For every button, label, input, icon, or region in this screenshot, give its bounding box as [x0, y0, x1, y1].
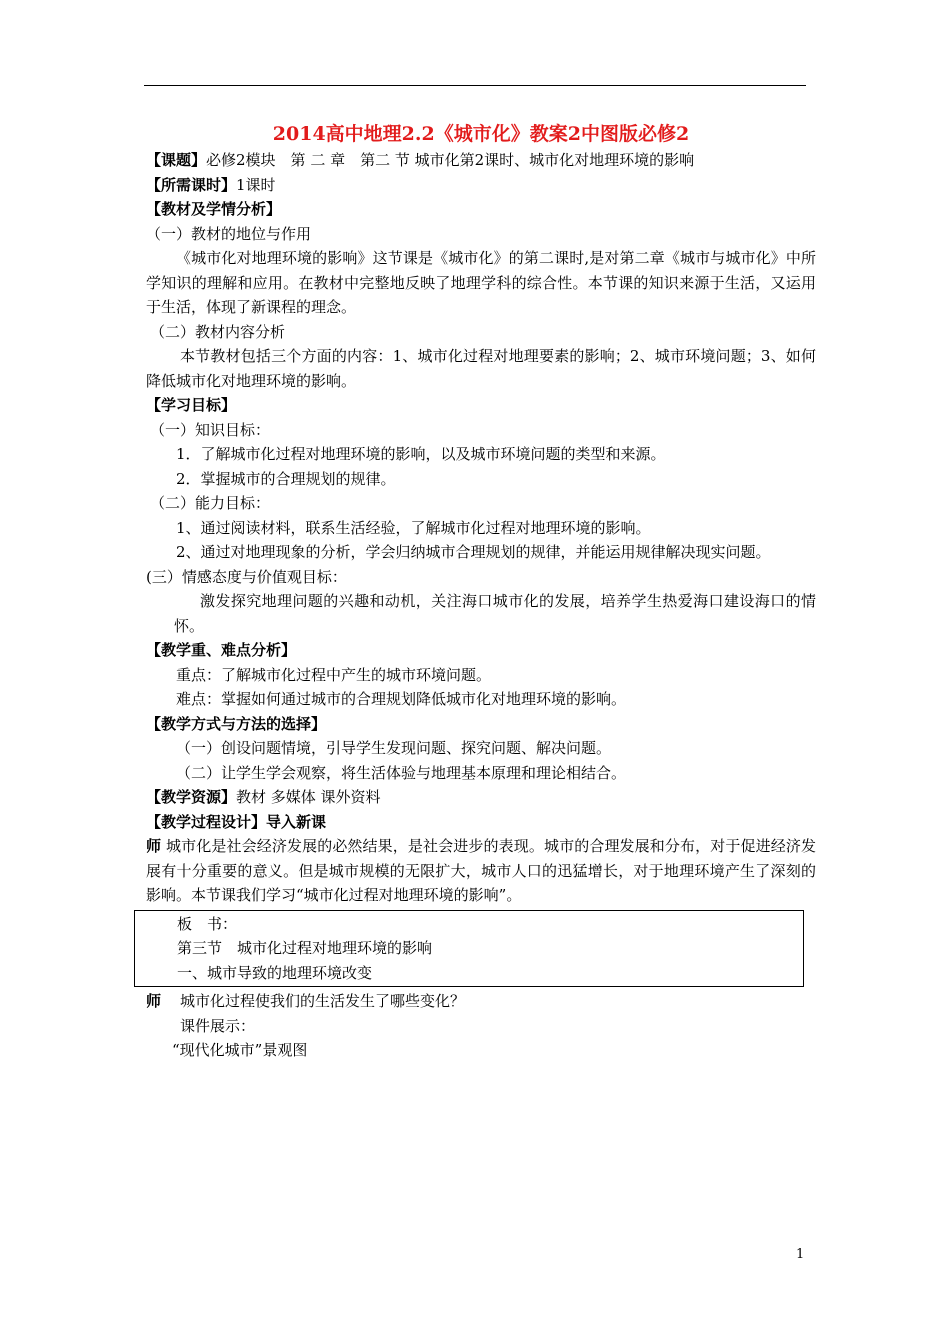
knowledge-item-2: 2．掌握城市的合理规划的规律。	[176, 469, 396, 488]
resources-label: 【教学资源】	[146, 788, 237, 806]
ability-item-2: 2、通过对地理现象的分析，学会归纳城市合理规划的规律，并能运用规律解决现实问题。	[176, 543, 771, 561]
method-item-1: （一）创设问题情境，引导学生发现问题、探究问题、解决问题。	[176, 739, 612, 757]
methods-heading: 【教学方式与方法的选择】	[146, 714, 327, 733]
focus-difficult: 难点：掌握如何通过城市的合理规划降低城市化对地理环境的影响。	[176, 690, 627, 708]
topic-label: 【课题】	[146, 151, 207, 169]
page-number: 1	[796, 1247, 805, 1262]
courseware-label: 课件展示：	[180, 1016, 256, 1035]
analysis-para1: 《城市化对地理环境的影响》这节课是《城市化》的第二课时,是对第二章《城市与城市化》中所学知识的理解和应用。在教材中完整地反映了地理学科的综合性。本节课的知识来源于生活，又运用于生活，体现了新课程的理念。	[146, 249, 816, 316]
ability-item-1: 1、通过阅读材料，联系生活经验，了解城市化过程对地理环境的影响。	[176, 518, 651, 537]
method-item-2: （二）让学生学会观察，将生活体验与地理基本原理和理论相结合。	[176, 763, 627, 782]
analysis-para2: 本节教材包括三个方面的内容：1、城市化过程对地理要素的影响；2、城市环境问题；3、如何降低城市化对地理环境的影响。	[146, 347, 816, 390]
analysis-heading: 【教材及学情分析】	[146, 200, 282, 218]
board-line-2: 第三节 城市化过程对地理环境的影响	[177, 939, 433, 957]
document-title: 2014高中地理2.2《城市化》教案2中图版必修2	[272, 123, 690, 145]
knowledge-item-1: 1．了解城市化过程对地理环境的影响，以及城市环境问题的类型和来源。	[176, 445, 666, 463]
board-line-3: 一、城市导致的地理环境改变	[177, 963, 373, 982]
analysis-sub2: （二）教材内容分析	[150, 322, 286, 341]
knowledge-label: （一）知识目标：	[150, 420, 271, 439]
ability-label: （二）能力目标：	[150, 494, 271, 512]
emotion-text: 激发探究地理问题的兴趣和动机，关注海口城市化的发展，培养学生热爱海口建设海口的情怀。	[174, 592, 816, 635]
analysis-sub1: （一）教材的地位与作用	[146, 224, 312, 243]
board-line-1: 板 书：	[177, 914, 238, 933]
focus-key: 重点：了解城市化过程中产生的城市环境问题。	[176, 665, 492, 684]
teacher-intro-text: 城市化是社会经济发展的必然结果，是社会进步的表现。城市的合理发展和分布，对于促进经济发展有十分重要的意义。但是城市规模的无限扩大，城市人口的迅猛增长，对于地理环境产生了深刻的影响。本节课我们学习“城市化过程对地理环境的影响”。	[146, 837, 816, 904]
hours-text: 1课时	[236, 175, 276, 194]
teacher-question	[146, 989, 816, 1014]
image-caption: “现代化城市”景观图	[172, 1041, 308, 1059]
resources-text: 教材 多媒体 课外资料	[236, 788, 381, 806]
focus-heading: 【教学重、难点分析】	[146, 641, 297, 659]
teacher-label-2: 师	[146, 992, 162, 1010]
topic-text: 必修2模块 第 二 章 第二 节 城市化第2课时、城市化对地理环境的影响	[206, 151, 695, 169]
teacher-intro	[146, 834, 816, 908]
topic-line	[146, 148, 816, 173]
hours-line	[146, 173, 816, 198]
blackboard-box	[134, 910, 804, 988]
emotion-label: (三）情感态度与价值观目标：	[146, 567, 347, 586]
hours-label: 【所需课时】	[146, 175, 237, 194]
document-body	[146, 120, 816, 1063]
header-rule	[144, 85, 806, 86]
teacher-question-text: 城市化过程使我们的生活发生了哪些变化？	[180, 992, 466, 1010]
resources-line	[146, 785, 816, 810]
process-heading: 【教学过程设计】导入新课	[146, 812, 327, 831]
goals-heading: 【学习目标】	[146, 396, 237, 414]
teacher-label: 师	[146, 837, 162, 855]
